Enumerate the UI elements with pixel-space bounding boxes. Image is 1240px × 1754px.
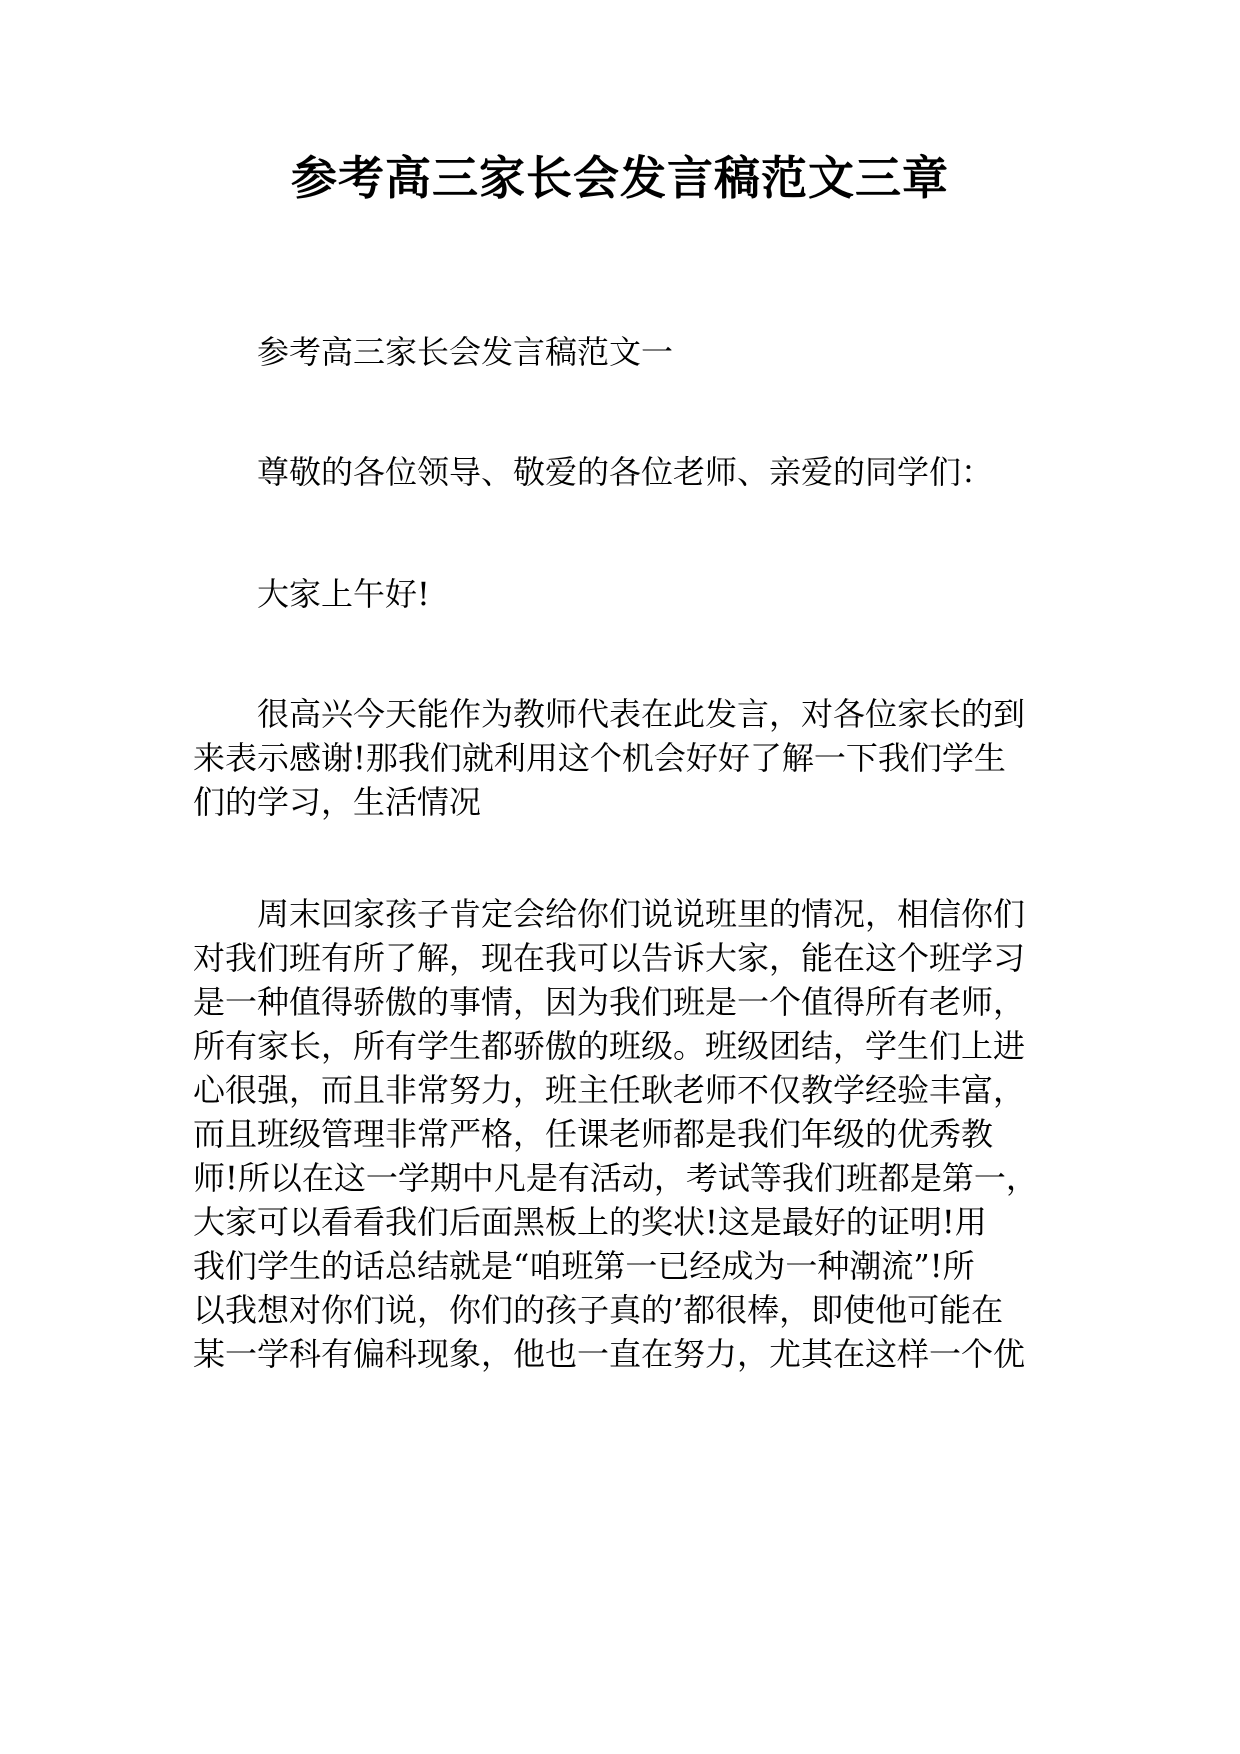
body-line: 对我们班有所了解，现在我可以告诉大家，能在这个班学习 <box>193 939 1026 977</box>
body-line: 周末回家孩子肯定会给你们说说班里的情况，相信你们 <box>257 895 1026 933</box>
document-title: 参考高三家长会发言稿范文三章 <box>291 151 949 205</box>
body-line: 某一学科有偏科现象，他也一直在努力，尤其在这样一个优 <box>193 1335 1026 1373</box>
body-line: 我们学生的话总结就是“咱班第一已经成为一种潮流”!所 <box>193 1247 975 1285</box>
body-line: 是一种值得骄傲的事情，因为我们班是一个值得所有老师， <box>193 983 1026 1021</box>
body-line: 而且班级管理非常严格，任课老师都是我们年级的优秀教 <box>193 1115 994 1153</box>
salutation: 尊敬的各位领导、敬爱的各位老师、亲爱的同学们： <box>257 453 994 491</box>
intro-line: 来表示感谢!那我们就利用这个机会好好了解一下我们学生 <box>193 739 1006 777</box>
intro-paragraph <box>193 692 1025 824</box>
body-line: 以我想对你们说，你们的孩子真的’都很棒，即使他可能在 <box>193 1291 1004 1329</box>
body-line: 大家可以看看我们后面黑板上的奖状!这是最好的证明!用 <box>193 1203 987 1241</box>
section-heading: 参考高三家长会发言稿范文一 <box>257 333 674 371</box>
greeting: 大家上午好! <box>257 575 430 613</box>
body-line: 师!所以在这一学期中凡是有活动，考试等我们班都是第一， <box>193 1159 1038 1197</box>
body-line: 所有家长，所有学生都骄傲的班级。班级团结，学生们上进 <box>193 1027 1026 1065</box>
intro-line: 很高兴今天能作为教师代表在此发言，对各位家长的到 <box>257 695 1026 733</box>
body-line: 心很强，而且非常努力，班主任耿老师不仅教学经验丰富， <box>193 1071 1026 1109</box>
intro-line: 们的学习，生活情况 <box>193 783 482 821</box>
body-paragraph <box>193 892 1038 1376</box>
